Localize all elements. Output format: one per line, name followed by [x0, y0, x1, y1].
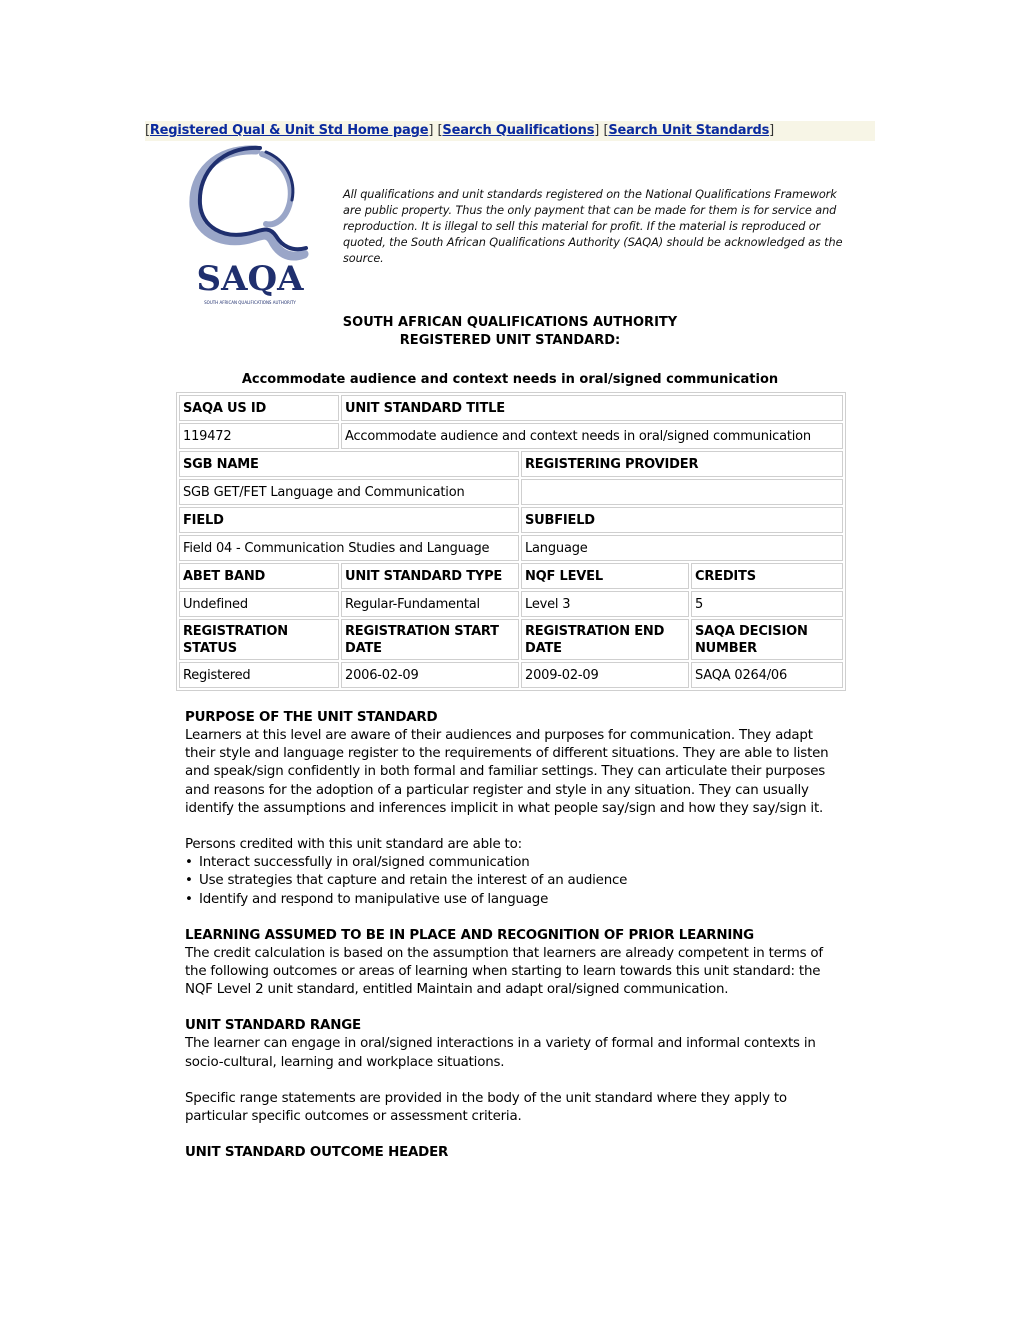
search-unit-standards-link[interactable]: Search Unit Standards [608, 123, 770, 138]
credits-label: CREDITS [691, 563, 843, 589]
top-navigation-bar [145, 121, 875, 141]
outcome-header-heading: UNIT STANDARD OUTCOME HEADER [185, 1145, 449, 1161]
range-heading: UNIT STANDARD RANGE [185, 1018, 361, 1034]
list-item: • Interact successfully in oral/signed communication [185, 854, 845, 872]
bracket: ] [594, 123, 600, 138]
saqa-decision-value: SAQA 0264/06 [691, 662, 843, 688]
credits-value: 5 [691, 591, 843, 617]
bracket: ] [428, 123, 434, 138]
unit-standard-title: Accommodate audience and context needs in oral/signed communication [241, 372, 779, 387]
sgb-name-label: SGB NAME [179, 451, 519, 477]
abet-band-value: Undefined [179, 591, 339, 617]
unit-standard-info-table [176, 392, 846, 691]
list-item: • Use strategies that capture and retain the interest of an audience [185, 872, 845, 890]
list-item: • Identify and respond to manipulative use of language [185, 891, 845, 909]
registration-status-value: Registered [179, 662, 339, 688]
purpose-text: Learners at this level are aware of their audiences and purposes for communication. They adapt their style and language register to the requirements of different situations. They are able to listen and speak/sign confidently in both formal and familiar settings. They can articulate their purposes and reasons for the adoption of a particular register and style in any situation. They can usually identify the assumptions and inferences implicit in what people say/sign and how they say/sign it. [185, 728, 829, 816]
nqf-level-label: NQF LEVEL [521, 563, 689, 589]
prior-learning-heading: LEARNING ASSUMED TO BE IN PLACE AND RECOGNITION OF PRIOR LEARNING [185, 927, 754, 943]
range-text-2: Specific range statements are provided in the body of the unit standard where they apply to particular specific outcomes or assessment criteria. [185, 1090, 787, 1125]
search-qualifications-link[interactable]: Search Qualifications [442, 123, 595, 138]
bracket: ] [769, 123, 774, 138]
range-text-1: The learner can engage in oral/signed interactions in a variety of formal and informal contexts in socio-cultural, learning and workplace situations. [185, 1036, 816, 1070]
bracket: [ [437, 123, 443, 138]
purpose-heading: PURPOSE OF THE UNIT STANDARD [185, 710, 438, 725]
saqa-logo [186, 144, 314, 308]
registering-provider-label: REGISTERING PROVIDER [521, 451, 843, 477]
us-title-value: Accommodate audience and context needs in oral/signed communication [341, 423, 843, 449]
field-label: FIELD [179, 507, 519, 533]
registration-status-label: REGISTRATION STATUS [179, 619, 339, 660]
saqa-us-id-label: SAQA US ID [179, 395, 339, 421]
saqa-q-swoosh-icon [186, 144, 314, 308]
field-value: Field 04 - Communication Studies and Language [179, 535, 519, 561]
saqa-decision-label: SAQA DECISION NUMBER [691, 619, 843, 660]
registration-end-label: REGISTRATION END DATE [521, 619, 689, 660]
prior-learning-text: The credit calculation is based on the assumption that learners are already competent in terms of the following outcomes or areas of learning when starting to learn towards this unit standard: the NQF Level 2 unit standard, entitled Maintain and adapt oral/signed communication. [185, 945, 823, 998]
document-title-block [170, 314, 850, 389]
registration-end-value: 2009-02-09 [521, 662, 689, 688]
registration-start-label: REGISTRATION START DATE [341, 619, 519, 660]
unit-standard-body [185, 709, 845, 1162]
bracket: [ [145, 123, 150, 138]
document-type: REGISTERED UNIT STANDARD: [399, 333, 621, 348]
svg-text:SAQA: SAQA [196, 259, 304, 299]
outcomes-list [185, 854, 845, 909]
us-type-value: Regular-Fundamental [341, 591, 519, 617]
copyright-notice: All qualifications and unit standards registered on the National Qualifications Framework are public property. Thus the only payment that can be made for them is for service and reproduction. It is illegal to sell this material for profit. If the material is reproduced or quoted, the South African Qualifications Authority (SAQA) should be acknowledged as the source. [343, 188, 843, 265]
subfield-label: SUBFIELD [521, 507, 843, 533]
credited-intro: Persons credited with this unit standard are able to: [185, 837, 522, 853]
nqf-level-value: Level 3 [521, 591, 689, 617]
us-title-label: UNIT STANDARD TITLE [341, 395, 843, 421]
bracket: [ [603, 123, 609, 138]
registered-home-link[interactable]: Registered Qual & Unit Std Home page [149, 123, 429, 138]
registering-provider-value [521, 479, 843, 505]
abet-band-label: ABET BAND [179, 563, 339, 589]
us-type-label: UNIT STANDARD TYPE [341, 563, 519, 589]
subfield-value: Language [521, 535, 843, 561]
registration-start-value: 2006-02-09 [341, 662, 519, 688]
saqa-us-id-value: 119472 [179, 423, 339, 449]
svg-text:SOUTH AFRICAN QUALIFICATIONS A: SOUTH AFRICAN QUALIFICATIONS AUTHORITY [204, 300, 296, 305]
organization-name: SOUTH AFRICAN QUALIFICATIONS AUTHORITY [342, 315, 678, 330]
sgb-name-value: SGB GET/FET Language and Communication [179, 479, 519, 505]
